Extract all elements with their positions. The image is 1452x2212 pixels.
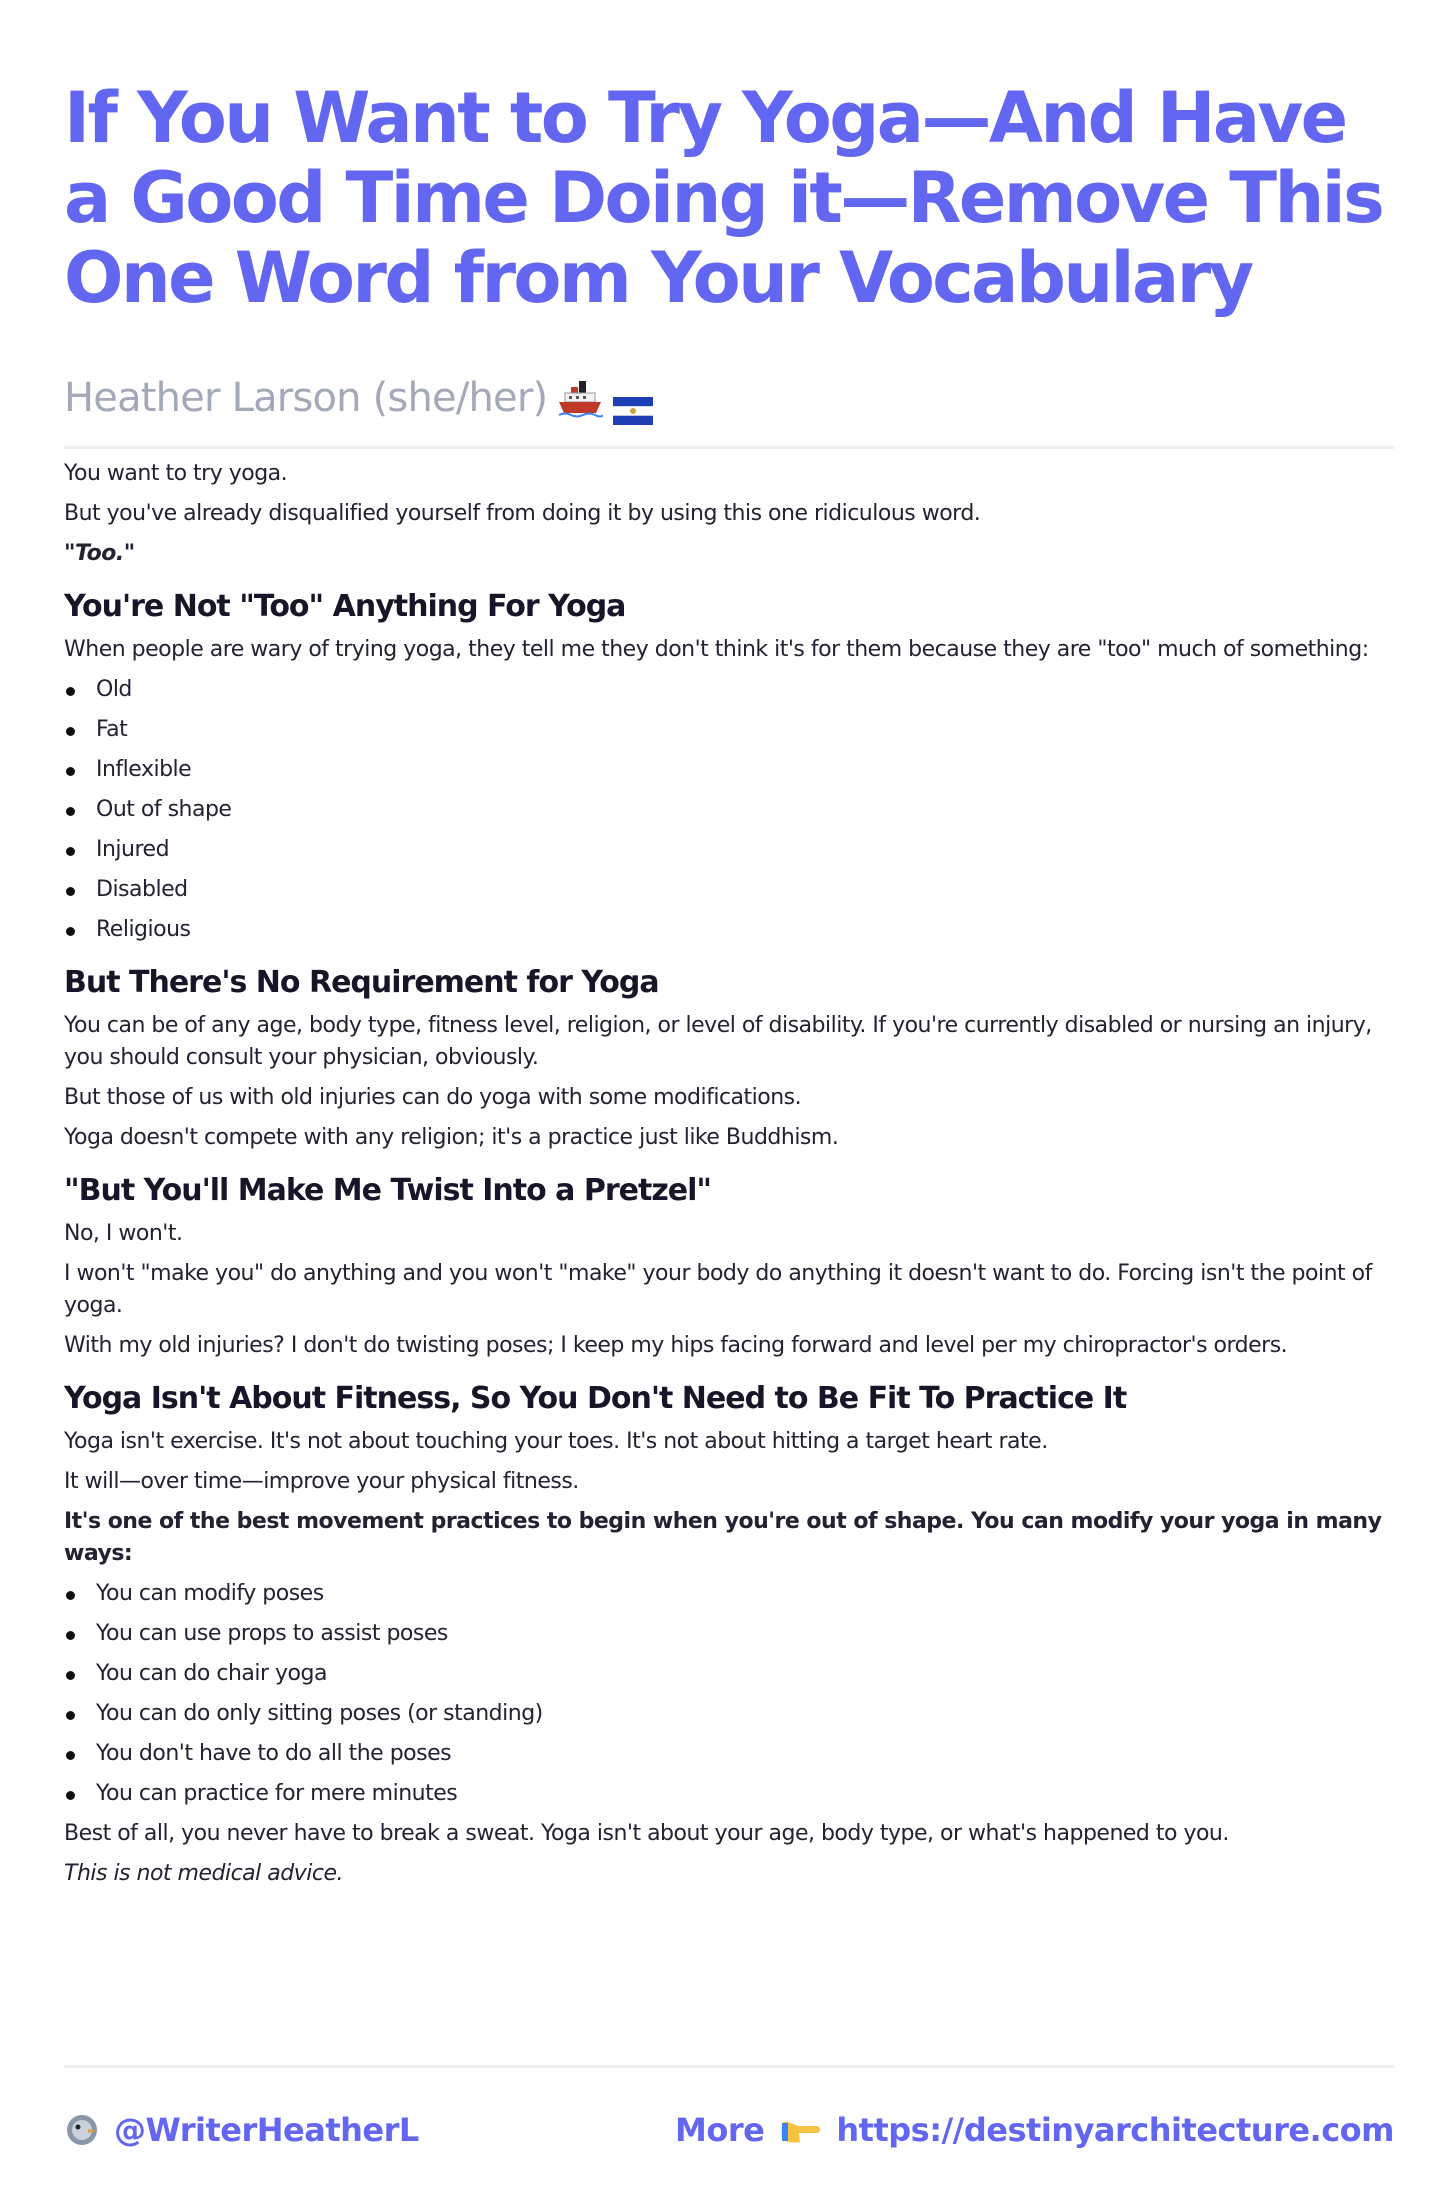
header-divider bbox=[64, 446, 1394, 449]
list-item: Fat bbox=[64, 710, 1394, 750]
article-title: If You Want to Try Yoga—And Have a Good Time Doing it—Remove This One Word from Your Vocabulary bbox=[64, 77, 1383, 319]
section-paragraph: Yoga doesn't compete with any religion; it's a practice just like Buddhism. bbox=[64, 1125, 839, 1150]
section-paragraph: Best of all, you never have to break a sweat. Yoga isn't about your age, body type, or what's happened to you. bbox=[64, 1821, 1229, 1846]
list-item: Disabled bbox=[64, 870, 1394, 910]
section-heading: Yoga Isn't About Fitness, So You Don't Need to Be Fit To Practice It bbox=[64, 1381, 1127, 1416]
list-item: Religious bbox=[64, 910, 1394, 950]
pointing-right-icon bbox=[778, 2114, 822, 2146]
section-paragraph: When people are wary of trying yoga, they tell me they don't think it's for them because they are "too" much of something: bbox=[64, 637, 1369, 662]
section-paragraph: It will—over time—improve your physical fitness. bbox=[64, 1469, 579, 1494]
footer-divider bbox=[64, 2065, 1394, 2068]
el-salvador-flag-icon bbox=[613, 384, 653, 412]
section-paragraph: Yoga isn't exercise. It's not about touching your toes. It's not about hitting a target heart rate. bbox=[64, 1429, 1048, 1454]
modify-list bbox=[64, 1574, 1394, 1814]
section-paragraph: With my old injuries? I don't do twisting poses; I keep my hips facing forward and level per my chiropractor's orders. bbox=[64, 1333, 1288, 1358]
intro-paragraph: But you've already disqualified yourself from doing it by using this one ridiculous word. bbox=[64, 501, 981, 526]
section-heading: You're Not "Too" Anything For Yoga bbox=[64, 589, 626, 624]
footer-handle-group[interactable] bbox=[64, 2111, 419, 2149]
list-item: You can use props to assist poses bbox=[64, 1614, 1394, 1654]
footer-more-group[interactable] bbox=[675, 2111, 1394, 2149]
intro-quote: "Too." bbox=[64, 541, 135, 566]
list-item: You can do only sitting poses (or standing) bbox=[64, 1694, 1394, 1734]
footer bbox=[64, 2100, 1394, 2160]
list-item: You can modify poses bbox=[64, 1574, 1394, 1614]
list-item: You can do chair yoga bbox=[64, 1654, 1394, 1694]
website-link[interactable]: https://destinyarchitecture.com bbox=[836, 2111, 1394, 2149]
list-item: Injured bbox=[64, 830, 1394, 870]
list-item: Old bbox=[64, 670, 1394, 710]
list-item: You can practice for mere minutes bbox=[64, 1774, 1394, 1814]
author-name: Heather Larson (she/her) bbox=[64, 375, 548, 421]
author-byline bbox=[64, 370, 653, 426]
bird-icon bbox=[64, 2112, 100, 2148]
social-handle-link[interactable]: @WriterHeatherL bbox=[114, 2111, 419, 2149]
section-paragraph: But those of us with old injuries can do yoga with some modifications. bbox=[64, 1085, 802, 1110]
section-heading: But There's No Requirement for Yoga bbox=[64, 965, 659, 1000]
article-body bbox=[64, 454, 1394, 1894]
more-label: More bbox=[675, 2111, 765, 2149]
section-paragraph: No, I won't. bbox=[64, 1221, 183, 1246]
section-paragraph: You can be of any age, body type, fitness level, religion, or level of disability. If you're currently disabled or nursing an injury, you should consult your physician, obviously. bbox=[64, 1013, 1372, 1070]
section-paragraph-bold: It's one of the best movement practices to begin when you're out of shape. You can modify your yoga in many ways: bbox=[64, 1509, 1382, 1566]
list-item: Inflexible bbox=[64, 750, 1394, 790]
list-item: You don't have to do all the poses bbox=[64, 1734, 1394, 1774]
section-paragraph: I won't "make you" do anything and you won't "make" your body do anything it doesn't want to do. Forcing isn't the point of yoga. bbox=[64, 1261, 1372, 1318]
section-heading: "But You'll Make Me Twist Into a Pretzel" bbox=[64, 1173, 712, 1208]
intro-paragraph: You want to try yoga. bbox=[64, 461, 288, 486]
list-item: Out of shape bbox=[64, 790, 1394, 830]
disclaimer: This is not medical advice. bbox=[64, 1861, 343, 1886]
too-list bbox=[64, 670, 1394, 950]
ship-icon bbox=[557, 378, 603, 418]
